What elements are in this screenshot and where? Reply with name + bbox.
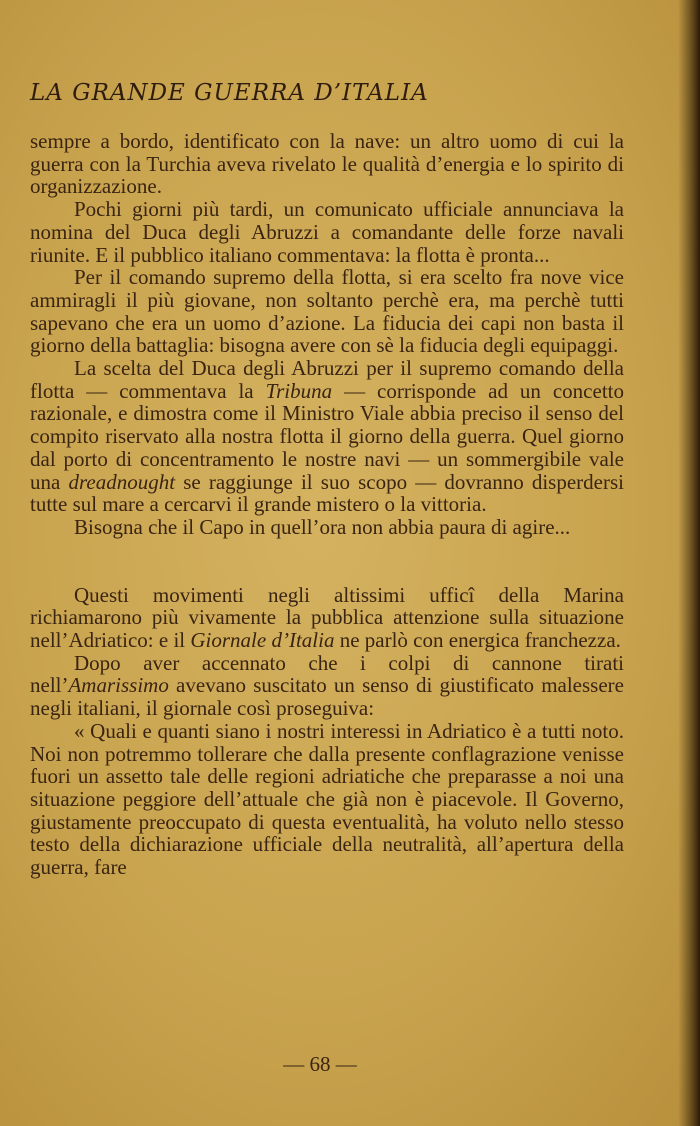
- paragraph-7-text-c: avevano suscitato un senso di giustificato malessere negli italiani, il giornale così proseguiva:: [30, 673, 624, 721]
- paragraph-4: [30, 357, 624, 516]
- paragraph-6-text-a: Questi movimenti negli altissimi ufficî della Marina richiamarono più vivamente la pubblica attenzione sulla situazione nell’Adriatico: e il: [30, 582, 624, 653]
- running-title: LA GRANDE GUERRA D’ITALIA: [30, 80, 429, 106]
- body-text: [30, 130, 624, 879]
- newspaper-title-tribuna: Tribuna: [265, 378, 333, 403]
- paragraph-4-text-e: se raggiunge il suo scopo — dovranno disperdersi tutte sul mare a cercarvi il grande mistero o la vittoria.: [30, 469, 624, 517]
- paragraph-6-text-c: ne parlò con energica franchezza.: [334, 628, 621, 653]
- paragraph-5: Bisogna che il Capo in quell’ora non abbia paura di agire...: [74, 514, 571, 539]
- paragraph-3: Per il comando supremo della flotta, si era scelto fra nove vice ammiragli il più giovane, non soltanto perchè era, ma perchè tutti sapevano che era un uomo d’azione. La fiducia dei capi non basta il giorno della battaglia: bisogna avere con sè la fiducia degli equipaggi.: [30, 265, 624, 358]
- paragraph-6: [30, 584, 624, 652]
- paragraph-2: Pochi giorni più tardi, un comunicato ufficiale annunciava la nomina del Duca degli Abruzzi a comandante delle forze navali riunite. E il pubblico italiano commentava: la flotta è pronta...: [30, 197, 624, 267]
- newspaper-title-giornale: Giornale d’Italia: [190, 628, 335, 653]
- paragraph-4-text-c: — corrisponde ad un concetto razionale, e dimostra come il Ministro Viale abbia preciso il senso del compito riservato alla nostra flotta il giorno della guerra. Quel giorno dal porto di concentramento le nostre navi — un sommergibile vale una: [30, 378, 624, 494]
- paragraph-8: « Quali e quanti siano i nostri interessi in Adriatico è a tutti noto. Noi non potremmo tollerare che dalla presente conflagrazione venisse fuori un assetto tale delle regioni adriatiche che preparasse a noi una situazione peggiore dell’attuale che già non è piacevole. Il Governo, giustamente preoccupato di questa eventualità, ha voluto nello stesso testo della dichiarazione ufficiale della neutralità, all’apertura della guerra, fare: [30, 718, 624, 880]
- paragraph-7: [30, 652, 624, 720]
- ship-name-amarissimo: Amarissimo: [68, 673, 169, 698]
- term-dreadnought: dreadnought: [68, 469, 176, 494]
- paragraph-1: sempre a bordo, identificato con la nave: un altro uomo di cui la guerra con la Turchia aveva rivelato le qualità d’energia e lo spirito di organizzazione.: [30, 129, 624, 199]
- page-edge-shadow: [678, 0, 700, 1126]
- paragraph-7-text-a: Dopo aver accennato che i colpi di cannone tirati nell’: [30, 650, 624, 698]
- paragraph-4-text-a: La scelta del Duca degli Abruzzi per il supremo comando della flotta — commentava la: [30, 356, 624, 403]
- page-number: — 68 —: [283, 1052, 357, 1076]
